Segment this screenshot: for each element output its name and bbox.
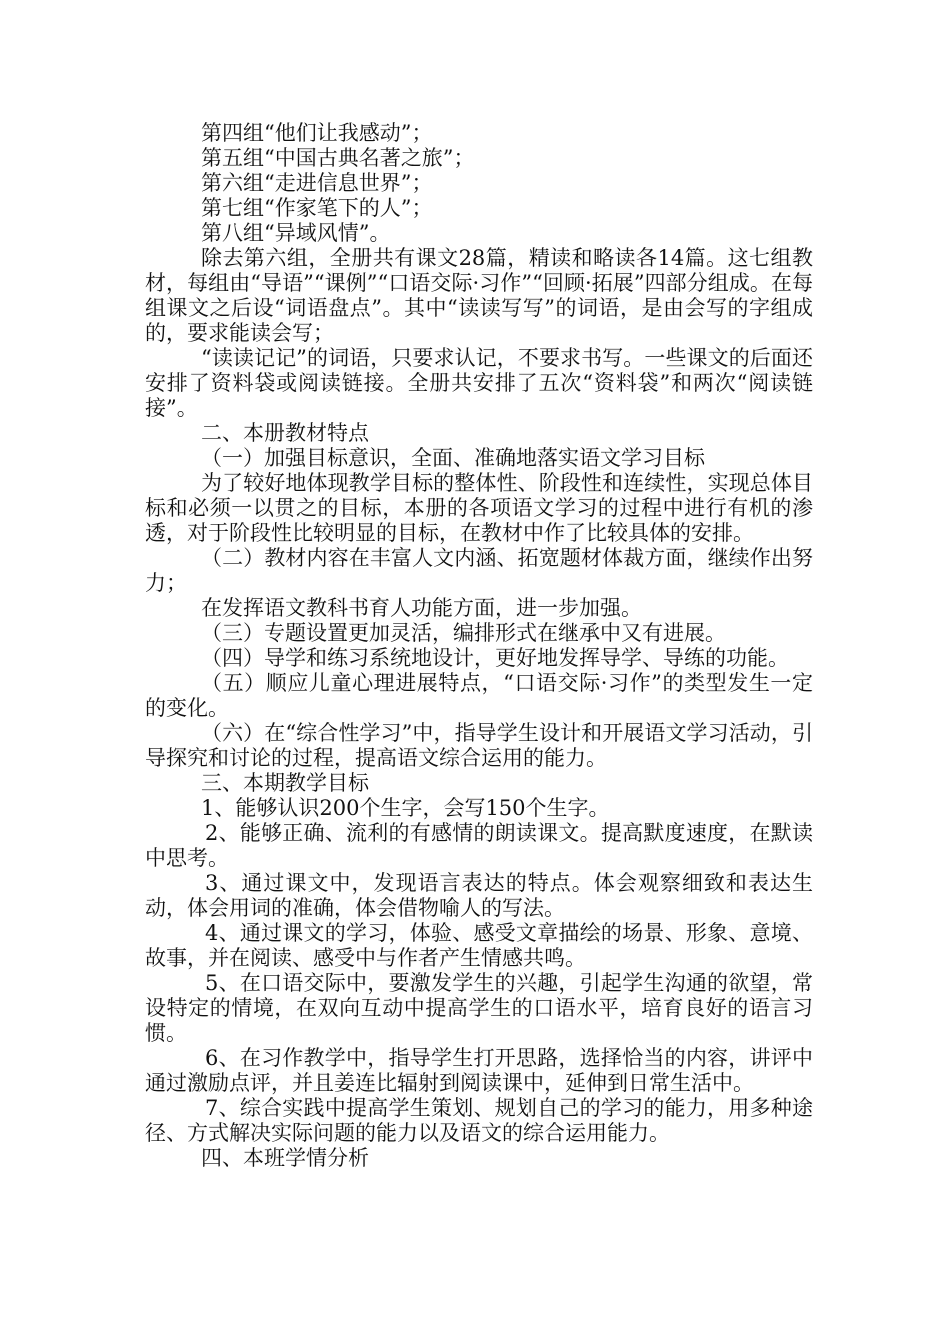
section-heading-4: 四、本班学情分析 <box>201 1146 369 1170</box>
list-item-group-4: 第四组“他们让我感动”； <box>201 121 433 145</box>
subheading-feature-5: （五）顺应儿童心理进展特点，“口语交际·习作”的类型发生一定的变化。 <box>145 671 813 720</box>
paragraph-feature-2-cont: 在发挥语文教科书育人功能方面，进一步加强。 <box>201 596 642 620</box>
paragraph-feature-1: 为了较好地体现教学目标的整体性、阶段性和连续性，实现总体目标和必须一以贯之的目标，本册的各项语文学习的过程中进行有机的渗透，对于阶段性比较明显的目标，在教材中作了比较具体的安排。 <box>145 471 813 545</box>
subheading-feature-1: （一）加强目标意识，全面、准确地落实语文学习目标 <box>201 446 705 470</box>
list-item-group-7: 第七组“作家笔下的人”； <box>201 196 433 220</box>
paragraph-course-structure: 除去第六组，全册共有课文28篇，精读和略读各14篇。这七组教材，每组由“导语”“课例”“口语交际·习作”“回顾·拓展”四部分组成。在每组课文之后设“词语盘点”。其中“读读写写”的词语，是由会写的字组成的，要求能读会写； <box>145 246 813 345</box>
subheading-feature-2: （二）教材内容在丰富人文内涵、拓宽题材体裁方面，继续作出努力； <box>145 546 813 595</box>
goal-item-3: 3、通过课文中，发现语言表达的特点。体会观察细致和表达生动，体会用词的准确，体会借物喻人的写法。 <box>145 871 813 920</box>
goal-item-6: 6、在习作教学中，指导学生打开思路，选择恰当的内容，讲评中通过激励点评，并且姜连比辐射到阅读课中，延伸到日常生活中。 <box>145 1046 813 1095</box>
subheading-feature-4: （四）导学和练习系统地设计，更好地发挥导学、导练的功能。 <box>201 646 789 670</box>
goal-item-5: 5、在口语交际中，要激发学生的兴趣，引起学生沟通的欲望，常设特定的情境，在双向互动中提高学生的口语水平，培育良好的语言习惯。 <box>145 971 813 1045</box>
goal-item-7: 7、综合实践中提高学生策划、规划自己的学习的能力，用多种途径、方式解决实际问题的能力以及语文的综合运用能力。 <box>145 1096 813 1145</box>
paragraph-vocabulary: “读读记记”的词语，只要求认记，不要求书写。一些课文的后面还安排了资料袋或阅读链接。全册共安排了五次“资料袋”和两次“阅读链接”。 <box>145 346 813 420</box>
section-heading-2: 二、本册教材特点 <box>201 421 369 445</box>
subheading-feature-3: （三）专题设置更加灵活，编排形式在继承中又有进展。 <box>201 621 726 645</box>
subheading-feature-6: （六）在“综合性学习”中，指导学生设计和开展语文学习活动，引导探究和讨论的过程，提高语文综合运用的能力。 <box>145 721 813 770</box>
list-item-group-8: 第八组“异域风情”。 <box>201 221 391 245</box>
goal-item-2: 2、能够正确、流利的有感情的朗读课文。提高默度速度，在默读中思考。 <box>145 821 813 870</box>
goal-item-4: 4、通过课文的学习，体验、感受文章描绘的场景、形象、意境、故事，并在阅读、感受中与作者产生情感共鸣。 <box>145 921 813 970</box>
document-body <box>145 121 813 1171</box>
list-item-group-5: 第五组“中国古典名著之旅”； <box>201 146 475 170</box>
list-item-group-6: 第六组“走进信息世界”； <box>201 171 433 195</box>
goal-item-1: 1、能够认识200个生字，会写150个生字。 <box>201 796 610 820</box>
section-heading-3: 三、本期教学目标 <box>201 771 369 795</box>
